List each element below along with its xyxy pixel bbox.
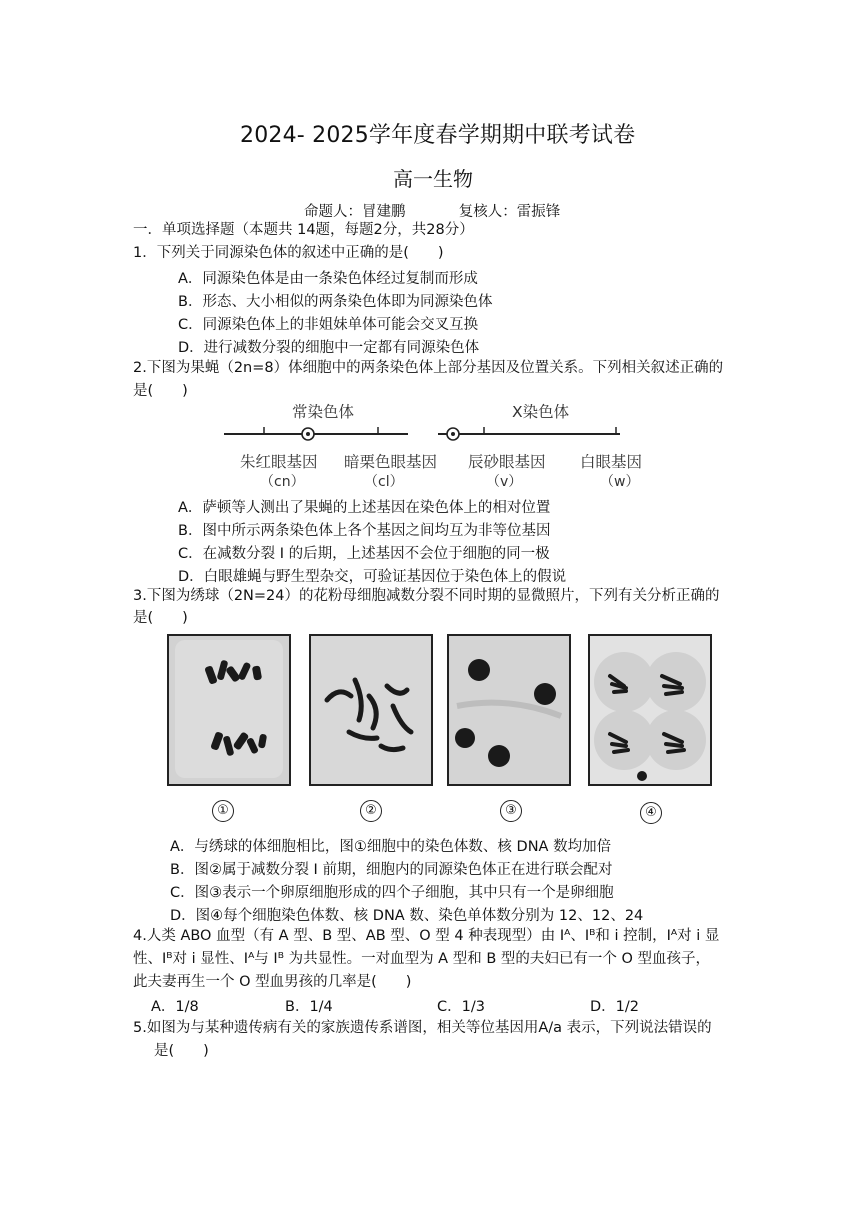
micrograph-1 [167, 634, 291, 786]
q4-line2: 性、Iᴮ对 i 显性、Iᴬ与 Iᴮ 为共显性。一对血型为 A 型和 B 型的夫妇已有一个 O 型血孩子， [133, 951, 711, 967]
micrograph-3-image [449, 636, 569, 784]
photo-label-1: ① [212, 800, 234, 822]
micrograph-4-image [590, 636, 710, 784]
gene-cl-name: 暗栗色眼基因 [344, 453, 438, 471]
q4-option-d: D．1/2 [590, 999, 640, 1015]
q2-option-d: D．白眼雄蝇与野生型杂交，可验证基因位于染色体上的假说 [178, 569, 567, 585]
q4-line1: 4.人类 ABO 血型（有 A 型、B 型、AB 型、O 型 4 种表现型）由 Iᴬ、Iᴮ和 i 控制，Iᴬ对 i 显 [133, 928, 720, 944]
micrograph-1-image [169, 636, 289, 784]
q3-option-a: A．与绣球的体细胞相比，图①细胞中的染色体数、核 DNA 数均加倍 [170, 839, 612, 855]
author-label: 命题人： [304, 204, 362, 220]
author-line [304, 200, 560, 221]
q3-option-b: B．图②属于减数分裂 I 前期，细胞内的同源染色体正在进行联会配对 [170, 862, 613, 878]
exam-title: 2024- 2025学年度春学期期中联考试卷 [240, 123, 636, 148]
photo-label-3: ③ [500, 800, 522, 822]
q1-option-a: A．同源染色体是由一条染色体经过复制而形成 [178, 271, 478, 287]
q4-option-a: A．1/8 [151, 999, 199, 1015]
section-heading: 一．单项选择题（本题共 14题，每题2分，共28分） [133, 222, 474, 238]
q2-option-a: A．萨顿等人测出了果蝇的上述基因在染色体上的相对位置 [178, 500, 551, 516]
q2-option-c: C．在减数分裂 I 的后期，上述基因不会位于细胞的同一极 [178, 546, 550, 562]
q2-stem-line2: 是( ) [133, 383, 188, 399]
q1-option-c: C．同源染色体上的非姐妹单体可能会交叉互换 [178, 317, 479, 333]
subject-title: 高一生物 [393, 167, 473, 191]
autosome-centromere-dot [306, 432, 310, 436]
q5-line1: 5.如图为与某种遗传病有关的家族遗传系谱图，相关等位基因用A/a 表示，下列说法错误的 [133, 1020, 712, 1036]
q2-option-b: B．图中所示两条染色体上各个基因之间均互为非等位基因 [178, 523, 551, 539]
q4-line3: 此夫妻再生一个 O 型血男孩的几率是( ) [133, 974, 412, 990]
q4-option-c: C．1/3 [437, 999, 485, 1015]
q1-option-d: D．进行减数分裂的细胞中一定都有同源染色体 [178, 340, 480, 356]
photo-label-4: ④ [640, 802, 662, 824]
micrograph-4 [588, 634, 712, 786]
q3-option-c: C．图③表示一个卵原细胞形成的四个子细胞，其中只有一个是卵细胞 [170, 885, 614, 901]
q1-stem: 1．下列关于同源染色体的叙述中正确的是( ) [133, 245, 444, 261]
chromosome-diagram [220, 420, 630, 450]
q3-stem-line2: 是( ) [133, 610, 188, 626]
gene-v-symbol: （v） [486, 474, 523, 490]
gene-w-symbol: （w） [600, 474, 640, 490]
photo-label-2: ② [360, 800, 382, 822]
author-name: 冒建鹏 [362, 204, 406, 220]
q1-option-b: B．形态、大小相似的两条染色体即为同源染色体 [178, 294, 493, 310]
x-chromosome-label: X染色体 [512, 403, 570, 421]
micrograph-2-image [311, 636, 431, 784]
q4-option-b: B．1/4 [285, 999, 333, 1015]
gene-w-name: 白眼基因 [580, 453, 643, 471]
autosome-label: 常染色体 [292, 403, 355, 421]
q3-option-d: D．图④每个细胞染色体数、核 DNA 数、染色单体数分别为 12、12、24 [170, 908, 644, 924]
q3-stem-line1: 3.下图为绣球（2N=24）的花粉母细胞减数分裂不同时期的显微照片，下列有关分析正确的 [133, 588, 720, 604]
reviewer-label: 复核人： [458, 204, 517, 220]
gene-v-name: 辰砂眼基因 [468, 453, 546, 471]
gene-cl-symbol: （cl） [364, 474, 404, 490]
x-centromere-dot [451, 432, 455, 436]
q5-line2: 是( ) [154, 1043, 209, 1059]
q2-stem-line1: 2.下图为果蝇（2n=8）体细胞中的两条染色体上部分基因及位置关系。下列相关叙述正确的 [133, 360, 724, 376]
gene-cn-symbol: （cn） [260, 474, 305, 490]
micrograph-2 [309, 634, 433, 786]
gene-cn-name: 朱红眼基因 [240, 453, 318, 471]
micrograph-3 [447, 634, 571, 786]
reviewer-name: 雷振锋 [516, 204, 561, 220]
